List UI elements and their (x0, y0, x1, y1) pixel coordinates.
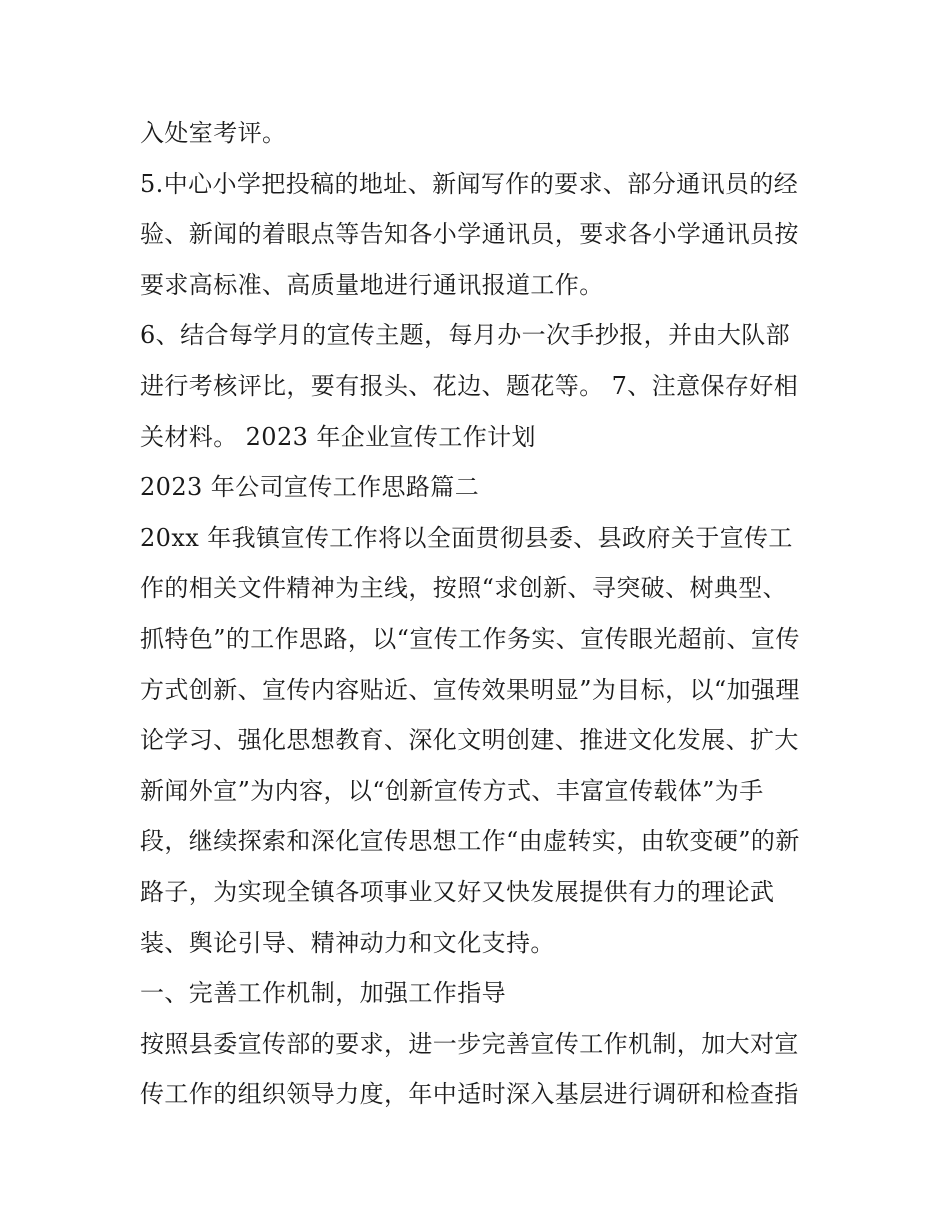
text-line-20: 传工作的组织领导力度，年中适时深入基层进行调研和检查指 (140, 1080, 799, 1109)
text-line-15: 段，继续探索和深化宣传思想工作“由虚转实，由软变硬”的新 (140, 827, 800, 856)
document-body (140, 108, 820, 1120)
text-line-2: 5.中心小学把投稿的地址、新闻写作的要求、部分通讯员的经 (140, 169, 799, 198)
text-line-17: 装、舆论引导、精神动力和文化支持。 (140, 928, 555, 957)
text-line-6: 进行考核评比，要有报头、花边、题花等。 7、注意保存好相 (140, 371, 799, 400)
text-line-14: 新闻外宣”为内容，以“创新宣传方式、丰富宣传载体”为手 (140, 776, 764, 805)
text-line-7: 关材料。 2023 年企业宣传工作计划 (140, 422, 536, 451)
text-line-1: 入处室考评。 (140, 119, 287, 147)
text-line-11: 抓特色”的工作思路，以“宣传工作务实、宣传眼光超前、宣传 (140, 624, 800, 653)
text-line-13: 论学习、强化思想教育、深化文明创建、推进文化发展、扩大 (140, 726, 799, 755)
text-line-16: 路子，为实现全镇各项事业又好又快发展提供有力的理论武 (140, 877, 775, 906)
text-line-12: 方式创新、宣传内容贴近、宣传效果明显”为目标，以“加强理 (140, 675, 800, 704)
text-line-19: 按照县委宣传部的要求，进一步完善宣传工作机制，加大对宣 (140, 1029, 799, 1058)
text-line-18: 一、完善工作机制，加强工作指导 (140, 979, 506, 1008)
text-line-4: 要求高标准、高质量地进行通讯报道工作。 (140, 270, 604, 299)
text-line-3: 验、新闻的着眼点等告知各小学通讯员，要求各小学通讯员按 (140, 220, 799, 249)
text-line-8: 2023 年公司宣传工作思路篇二 (140, 473, 480, 502)
text-line-9: 20xx 年我镇宣传工作将以全面贯彻县委、县政府关于宣传工 (140, 523, 793, 552)
text-line-5: 6、结合每学月的宣传主题，每月办一次手抄报，并由大队部 (140, 321, 791, 350)
text-line-10: 作的相关文件精神为主线，按照“求创新、寻突破、树典型、 (140, 574, 788, 603)
